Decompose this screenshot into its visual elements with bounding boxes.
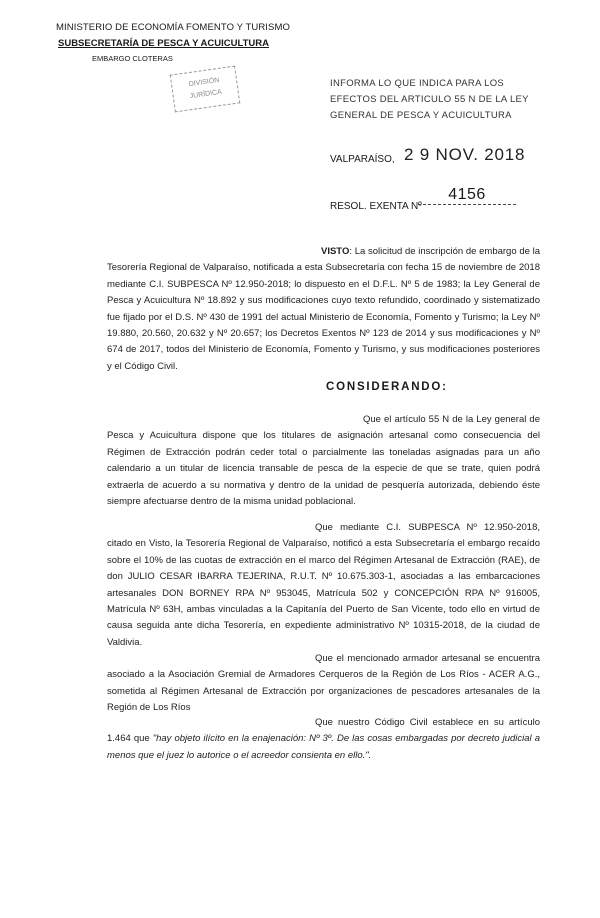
stamp-line-2: JURÍDICA xyxy=(189,88,223,101)
ministry-name: MINISTERIO DE ECONOMÍA FOMENTO Y TURISMO xyxy=(56,22,290,33)
considerando-paragraph-2: Que mediante C.I. SUBPESCA Nº 12.950-2018, citado en Visto, la Tesorería Regional de Valparaíso, notificó a esta Subsecretaría el embargo recaído sobre el 10% de las cuotas de extracción en el marco del Régimen Artesanal de Extracción (RAE), de don JULIO CESAR IBARRA TEJERINA, R.U.T. Nº 10.675.303-1, asociadas a las embarcaciones artesanales DON BORNEY RPA Nº 953045, Matrícula 502 y CONCEPCIÓN RPA Nº 916005, Matrícula Nº 63H, ambas vinculadas a la Capitanía del Puerto de San Vicente, todo ello en virtud de causa seguida ante dicha Tesorería, en expediente administrativo Nº 10315-2018, de la ciudad de Valdivia. xyxy=(107,522,540,648)
paragraph-4-text: Que nuestro Código Civil establece en su artículo 1.464 que xyxy=(107,717,540,745)
place-label: VALPARAÍSO, xyxy=(330,154,395,165)
document-date: 2 9 NOV. 2018 xyxy=(404,145,526,164)
considerando-paragraph-3: Que el mencionado armador artesanal se encuentra asociado a la Asociación Gremial de Armadores Cerqueros de la Región de Los Ríos - ACER A.G., sometida al Régimen Artesanal de Extracción por organizaciones de pescadores artesanales de la Región de Los Ríos xyxy=(107,653,540,714)
considerando-heading: CONSIDERANDO: xyxy=(326,381,448,393)
visto-text: : La solicitud de inscripción de embargo de la Tesorería Regional de Valparaíso, notificada a esta Subsecretaría con fecha 15 de noviembre de 2018 mediante C.I. SUBPESCA Nº 12.950-2018; lo dispuesto en el D.F.L. Nº 5 de 1983; la Ley General de Pesca y Acuicultura Nº 18.892 y sus modificaciones cuyo texto refundido, coordinado y sistematizado fue fijado por el D.S. Nº 430 de 1991 del actual Ministerio de Economía, Fomento y Turismo; la Ley Nº 19.880, 20.560, 20.632 y Nº 20.657; los Decretos Exentos Nº 123 de 2014 y sus modificaciones y Nº 674 de 2017, todos del Ministerio de Economía, Fomento y Turismo, y sus modificaciones posteriores y el Código Civil. xyxy=(107,246,540,372)
subsecretaria-name: SUBSECRETARÍA DE PESCA Y ACUICULTURA xyxy=(58,38,269,49)
resolution-number: 4156 xyxy=(418,186,516,205)
visto-paragraph xyxy=(107,244,540,375)
paragraph-4-quote: "hay objeto ilícito en la enajenación: Nº 3º. De las cosas embargadas por decreto judicial a menos que el juez lo autorice o el acreedor consienta en ello.". xyxy=(107,733,540,761)
stamp-line-1: DIVISIÓN xyxy=(188,76,220,89)
considerando-paragraph-4 xyxy=(107,715,540,764)
resolution-label: RESOL. EXENTA Nº xyxy=(330,201,422,212)
considerando-paragraph-1: Que el artículo 55 N de la Ley general de Pesca y Acuicultura dispone que los titulares de asignación artesanal como consecuencia del Régimen de Extracción podrán ceder total o parcialmente las toneladas asignadas para un año calendario a un titular de licencia transable de pesca de la especie de que se trate, quien podrá extraerla de acuerdo a su normativa y dentro de la unidad de pesquería autorizada, debiendo éste siempre afectuarse dentro de la misma unidad poblacional. xyxy=(107,414,540,508)
document-subject: INFORMA LO QUE INDICA PARA LOS EFECTOS DEL ARTICULO 55 N DE LA LEY GENERAL DE PESCA Y ACUICULTURA xyxy=(330,78,529,121)
visto-lead: VISTO xyxy=(321,246,350,257)
unit-name: EMBARGO CLOTERAS xyxy=(92,54,173,63)
division-stamp xyxy=(170,66,241,113)
